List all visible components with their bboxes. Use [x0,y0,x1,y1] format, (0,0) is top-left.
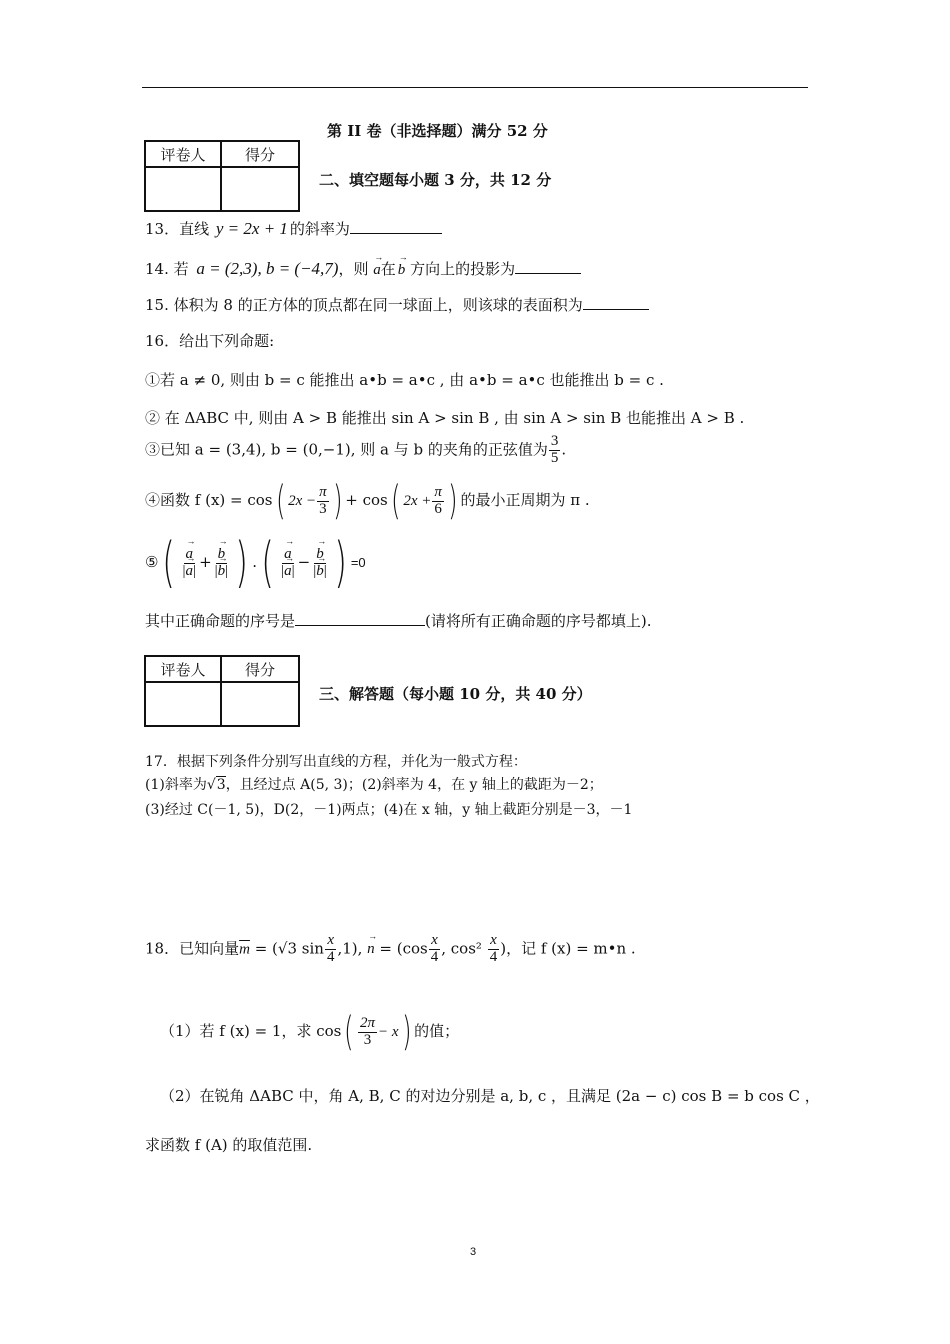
q16-answer-label: 其中正确命题的序号是 [145,612,296,630]
part3-heading: 三、解答题（每小题 10 分，共 40 分） [319,685,592,703]
q18-sub1-post: 的值； [414,1022,460,1040]
q14-on: 在 [380,260,396,278]
fraction-numerator: x [490,932,497,948]
q14-then: ，则 [338,260,369,278]
q16-answer-blank[interactable] [295,625,425,626]
q18-sub-2: （2）在锐角 ΔABC 中，角 A, B, C 的对边分别是 a, b, c ，且满足 (2a − c) cos B = b cos C ， [160,1087,820,1105]
unit-vector-a: → $\frac{a}{|\to a|}$ [279,547,297,580]
section-title: 第 II 卷（非选择题）满分 52 分 [327,122,548,140]
question-15 [145,294,649,315]
q15-text: 15. 体积为 8 的正方体的顶点都在同一球面上，则该球的表面积为 [145,296,583,314]
left-paren: ( [344,1009,354,1055]
fraction-denominator: 5 [550,449,559,466]
q13-text: 的斜率为 [289,220,350,238]
q16-p5-tail: =0 [350,555,366,570]
grade-table-2 [144,655,300,727]
left-paren: ( [390,478,401,524]
q16-proposition-3: ③已知 a = (3,4), b = (0,−1), 则 a 与 b 的夹角的正弦值为 $\frac{3}{5}$ . [145,433,567,466]
q16-intro: 16．给出下列命题: [145,332,275,350]
q16-p4-text: ④函数 f (x) = cos [145,491,273,509]
q16-answer-note: (请将所有正确命题的序号都填上). [425,612,652,630]
grader-label: 评卷人 [145,656,221,682]
q16-p5-label: ⑤ [145,553,159,571]
q16-proposition-1: ①若 a ≠ 0, 则由 b = c 能推出 a•b = a•c , 由 a•b = a•c 也能推出 b = c . [145,371,664,389]
left-paren: ( [261,531,274,594]
unit-vector-b: → $\frac{b}{|\to b|}$ [311,547,329,580]
grade-table-1 [144,140,300,212]
q14-expression: a = (2,3), b = (−4,7) [196,259,339,278]
q14-vector-b: → b [398,262,406,279]
q17-line-2-text: ，且经过点 A(5, 3)；(2)斜率为 4，在 y 轴上的截距为－2； [225,777,603,793]
q17-slope-label: (1)斜率为 [145,777,207,793]
q13-answer-blank[interactable] [350,233,442,234]
question-13 [145,218,442,239]
q16-p3-fraction [549,434,561,467]
q14-vector-a: → a [373,262,381,279]
q18-n-def: = (cos [379,939,428,958]
left-paren: ( [275,478,285,524]
q16-proposition-2: ② 在 ΔABC 中, 则由 A > B 能推出 sin A > sin B , 由 sin A > sin B 也能推出 A > B . [145,409,745,427]
q16-proposition-4 [145,478,590,524]
fraction-denominator: 3 [319,500,327,517]
q18-sub-2-line-2: 求函数 f (A) 的取值范围. [145,1136,313,1154]
fraction-denominator: 4 [489,948,498,965]
score-label: 得分 [221,656,299,682]
q18-stem: 18．已知向量$\overline{m} = (√3$ sin $\frac{x}{4}$ ,1), → n = (cos $\frac{x}{4}$ , cos² $\frac{x}{4}$ )，记 f (x) = m•n . [145,933,636,966]
fraction-denominator: 6 [434,500,442,517]
fraction-numerator: π [434,483,442,500]
q13-expression: y = 2x + 1 [215,219,288,238]
fraction-numerator: π [319,483,327,500]
q18-x-over-4 [488,933,500,966]
score-label: 得分 [221,141,299,167]
grader-cell[interactable] [145,167,221,211]
q17-line-1: 17．根据下列条件分别写出直线的方程，并化为一般式方程： [145,754,527,770]
q18-vector-m: $\overline{m}$ [239,941,250,958]
q14-answer-blank[interactable] [515,273,581,274]
score-cell[interactable] [221,167,299,211]
right-paren: ) [333,531,347,594]
right-paren: ) [401,1009,411,1055]
q16-p4-arg2: 2x + [403,493,432,509]
page-number: 3 [470,1246,477,1258]
q18-label: 18．已知向量 [145,939,240,958]
q14-label: 14. 若 [145,260,189,278]
right-paren: ) [235,531,249,594]
grader-label: 评卷人 [145,141,221,167]
right-paren: ) [448,478,458,524]
q18-two-pi-over-3 [358,1016,377,1049]
q16-p4-post: 的最小正周期为 π . [460,491,590,509]
q16-proposition-5: ⑤( → $\frac{a}{|\to a|}$ + → $\frac{b}{|\to b|}$ ) .( → $\frac{a}{|\to a|}$ − → $\frac{b}{|\to b|}$ ) =0 [145,536,366,590]
score-cell[interactable] [221,682,299,726]
q18-f-def: ，记 f (x) = m•n . [506,939,636,958]
grader-cell[interactable] [145,682,221,726]
q17-line-2: (1)斜率为√3，且经过点 A(5, 3)；(2)斜率为 4，在 y 轴上的截距为－2； [145,777,603,793]
q18-m-def: = (√3 sin [254,939,324,958]
q18-cos-squared: , cos² [441,939,487,958]
q16-p4-fraction-1 [317,485,329,518]
q16-answer-line [145,610,652,631]
q18-vector-n: → n [367,941,375,958]
fraction-denominator: 3 [363,1031,372,1048]
question-14 [145,258,581,279]
q18-x-over-4 [429,933,441,966]
q16-p4-fraction-2 [432,485,444,518]
q18-sub-1 [160,1009,460,1055]
q18-minus-x: − x [377,1024,399,1040]
q18-sub1-text: （1）若 f (x) = 1，求 cos [160,1022,342,1040]
q18-x-over-4 [325,933,337,966]
right-paren: ) [332,478,343,524]
fraction-numerator: 3 [550,433,559,449]
part2-heading: 二、填空题每小题 3 分，共 12 分 [319,171,552,189]
header-rule [142,87,808,88]
q15-answer-blank[interactable] [583,309,649,310]
fraction-numerator: 2π [359,1014,375,1031]
left-paren: ( [162,531,176,594]
q18-one: ,1 [337,939,352,958]
fraction-denominator: 4 [326,948,335,965]
q16-p3-text: ③已知 a = (3,4), b = (0,−1), 则 a 与 b 的夹角的正弦值为 [145,440,548,459]
unit-vector-a: → $\frac{a}{|\to a|}$ [181,547,199,580]
q14-text: 方向上的投影为 [410,260,516,278]
q16-p4-plus: + cos [345,491,388,509]
q17-line-3: (3)经过 C(－1, 5)，D(2，－1)两点；(4)在 x 轴，y 轴上截距分别是－3，－1 [145,802,633,818]
fraction-denominator: 4 [430,948,439,965]
unit-vector-b: → $\frac{b}{|\to b|}$ [213,547,231,580]
q17-sqrt-value: 3 [216,777,226,793]
q16-p4-arg1: 2x − [288,493,317,509]
q13-label: 13．直线 [145,220,210,238]
fraction-numerator: x [431,932,438,948]
fraction-numerator: x [327,932,335,948]
